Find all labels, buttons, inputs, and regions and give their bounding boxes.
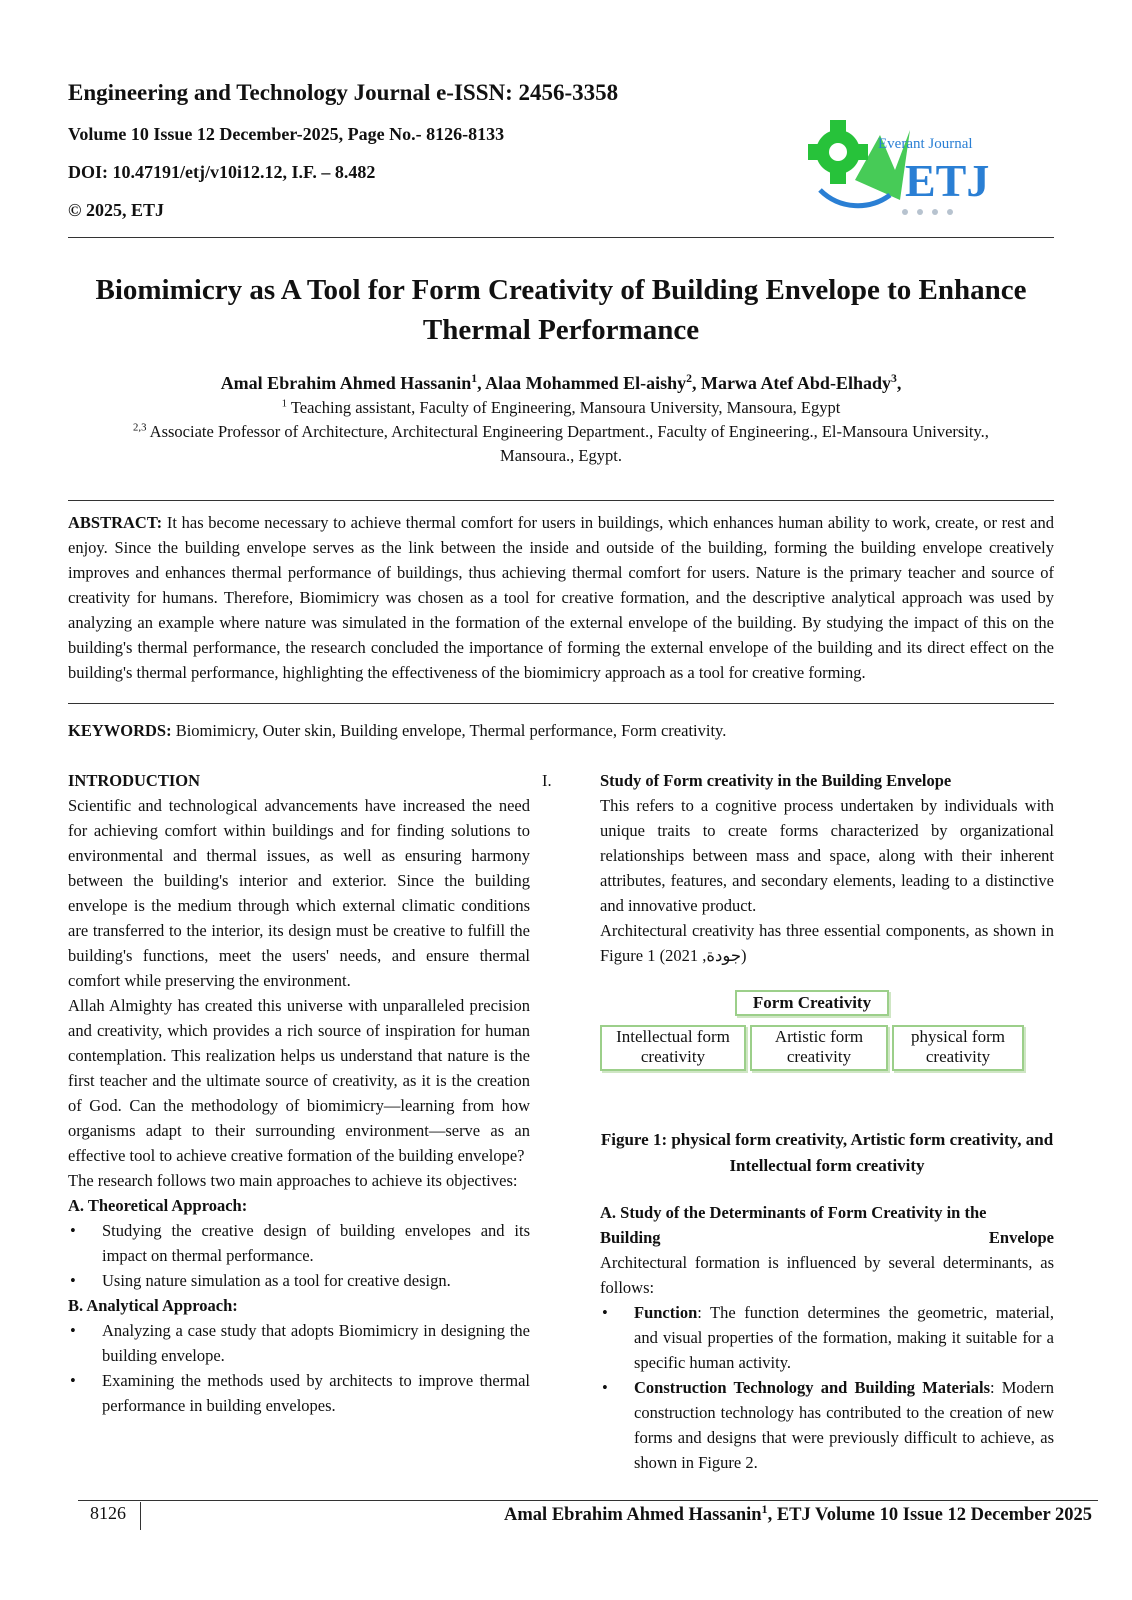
figure-box-artistic: Artistic form creativity — [750, 1025, 888, 1071]
left-column — [68, 768, 530, 1418]
intro-paragraph-1: Scientific and technological advancements have increased the need for achieving comfort within buildings and for finding solutions to environmental and thermal issues, as well as ensuring harmony between the building's interior and exterior. Since the building envelope is the medium through which external climatic conditions are transferred to the interior, its design must be creative to fulfill the building's functions, meet the users' needs, and ensure thermal comfort while preserving the environment. — [68, 796, 530, 990]
logo-top-text: Everant Journal — [878, 136, 973, 152]
right-column-top — [600, 768, 1054, 968]
list-item: • Construction Technology and Building Materials: Modern construction technology has contributed to the creation of new forms and designs that were previously difficult to achieve, as shown in Figure 2. — [600, 1375, 1054, 1475]
copyright: © 2025, ETJ — [68, 200, 164, 220]
figure-box-intellectual: Intellectual form creativity — [600, 1025, 746, 1071]
volume-info: Volume 10 Issue 12 December-2025, Page No.- 8126-8133 — [68, 124, 505, 144]
abstract-top-rule — [68, 500, 1054, 501]
doi-info: DOI: 10.47191/etj/v10i12.12, I.F. – 8.482 — [68, 162, 376, 182]
subsection-heading: A. Study of the Determinants of Form Creativity in the — [600, 1203, 987, 1222]
subsection-paragraph: Architectural formation is influenced by several determinants, as follows: — [600, 1253, 1054, 1297]
logo-main-text: ETJ — [905, 155, 990, 206]
theoretical-heading: A. Theoretical Approach: — [68, 1196, 248, 1215]
header-rule — [68, 237, 1054, 238]
etj-logo — [800, 110, 1020, 228]
list-item: • Studying the creative design of building envelopes and its impact on thermal performance. — [68, 1218, 530, 1268]
abstract-bottom-rule — [68, 703, 1054, 704]
list-item: • Examining the methods used by architects to improve thermal performance in building envelopes. — [68, 1368, 530, 1418]
abstract: ABSTRACT: It has become necessary to achieve thermal comfort for users in buildings, which enhances human ability to work, create, or rest and enjoy. Since the building envelope serves as the link between the inside and outside of the building, forming the building envelope creatively improves and enhances thermal performance of buildings, thus achieving thermal comfort for users. Nature is the primary teacher and source of creativity for humans. Therefore, Biomimicry was chosen as a tool for creative formation, and the descriptive analytical approach was used by analyzing an example where nature was simulated in the formation of the external envelope of the building. By studying the impact of this on the building's thermal performance, the research concluded the importance of forming the external envelope of the building and its direct effect on the building's thermal performance, highlighting the effectiveness of the biomimicry approach as a tool for creative forming. — [68, 513, 1054, 682]
figure-box-physical: physical form creativity — [892, 1025, 1024, 1071]
keywords: KEYWORDS: Biomimicry, Outer skin, Building envelope, Thermal performance, Form creativity. — [68, 721, 727, 740]
section-heading: Study of Form creativity in the Building Envelope — [600, 771, 952, 790]
list-item: • Using nature simulation as a tool for creative design. — [68, 1268, 530, 1293]
figure-top-box: Form Creativity — [735, 990, 889, 1016]
right-column-bottom — [600, 1200, 1054, 1475]
section-paragraph-1: This refers to a cognitive process undertaken by individuals with unique traits to create forms characterized by organizational relationships between mass and space, along with their inherent attributes, features, and secondary elements, leading to a distinctive and innovative product. — [600, 796, 1054, 915]
authors: Amal Ebrahim Ahmed Hassanin$^1$, Alaa Mohammed El-aishy$^2$, Marwa Atef Abd-Elhady$^3$, — [220, 372, 902, 393]
journal-name: Engineering and Technology Journal e-ISSN: 2456-3358 — [68, 80, 619, 105]
subsection-heading-line2: Building Envelope — [600, 1228, 1054, 1247]
affiliation-2: $^{2,3}$ Associate Professor of Architecture, Architectural Engineering Department., Faculty of Engineering., El-Mansoura University., Mansoura., Egypt. — [133, 421, 989, 465]
section-number: I. — [542, 771, 552, 790]
footer-citation: Amal Ebrahim Ahmed Hassanin$^1$, ETJ Volume 10 Issue 12 December 2025 — [504, 1501, 1092, 1525]
intro-heading: INTRODUCTION — [68, 771, 201, 790]
figure-caption: Figure 1: physical form creativity, Artistic form creativity, and Intellectual form creativity — [600, 1130, 1054, 1175]
paper-title: Biomimicry as A Tool for Form Creativity of Building Envelope to Enhance Thermal Performance — [95, 274, 1027, 346]
page-number: 8126 — [90, 1503, 126, 1523]
section-paragraph-2: Architectural creativity has three essential components, as shown in Figure 1 (2021 ,جودة) — [600, 921, 1054, 965]
list-item: • Function: The function determines the geometric, material, and visual properties of the formation, making it suitable for a specific human activity. — [600, 1300, 1054, 1375]
footer-divider — [140, 1502, 141, 1530]
footer-rule — [78, 1500, 1098, 1501]
list-item: • Analyzing a case study that adopts Biomimicry in designing the building envelope. — [68, 1318, 530, 1368]
intro-paragraph-2: Allah Almighty has created this universe with unparalleled precision and creativity, which provides a rich source of inspiration for human contemplation. This realization helps us understand that nature is the first teacher and the ultimate source of creativity, as it is the creation of God. Can the methodology of biomimicry—learning from how organisms adapt to their surrounding environment—serve as an effective tool to achieve creative formation of the building envelope? — [68, 996, 530, 1165]
affiliation-1: $^1$ Teaching assistant, Faculty of Engineering, Mansoura University, Mansoura, Egypt — [281, 397, 841, 417]
analytical-heading: B. Analytical Approach: — [68, 1296, 238, 1315]
intro-paragraph-3: The research follows two main approaches to achieve its objectives: — [68, 1171, 518, 1190]
